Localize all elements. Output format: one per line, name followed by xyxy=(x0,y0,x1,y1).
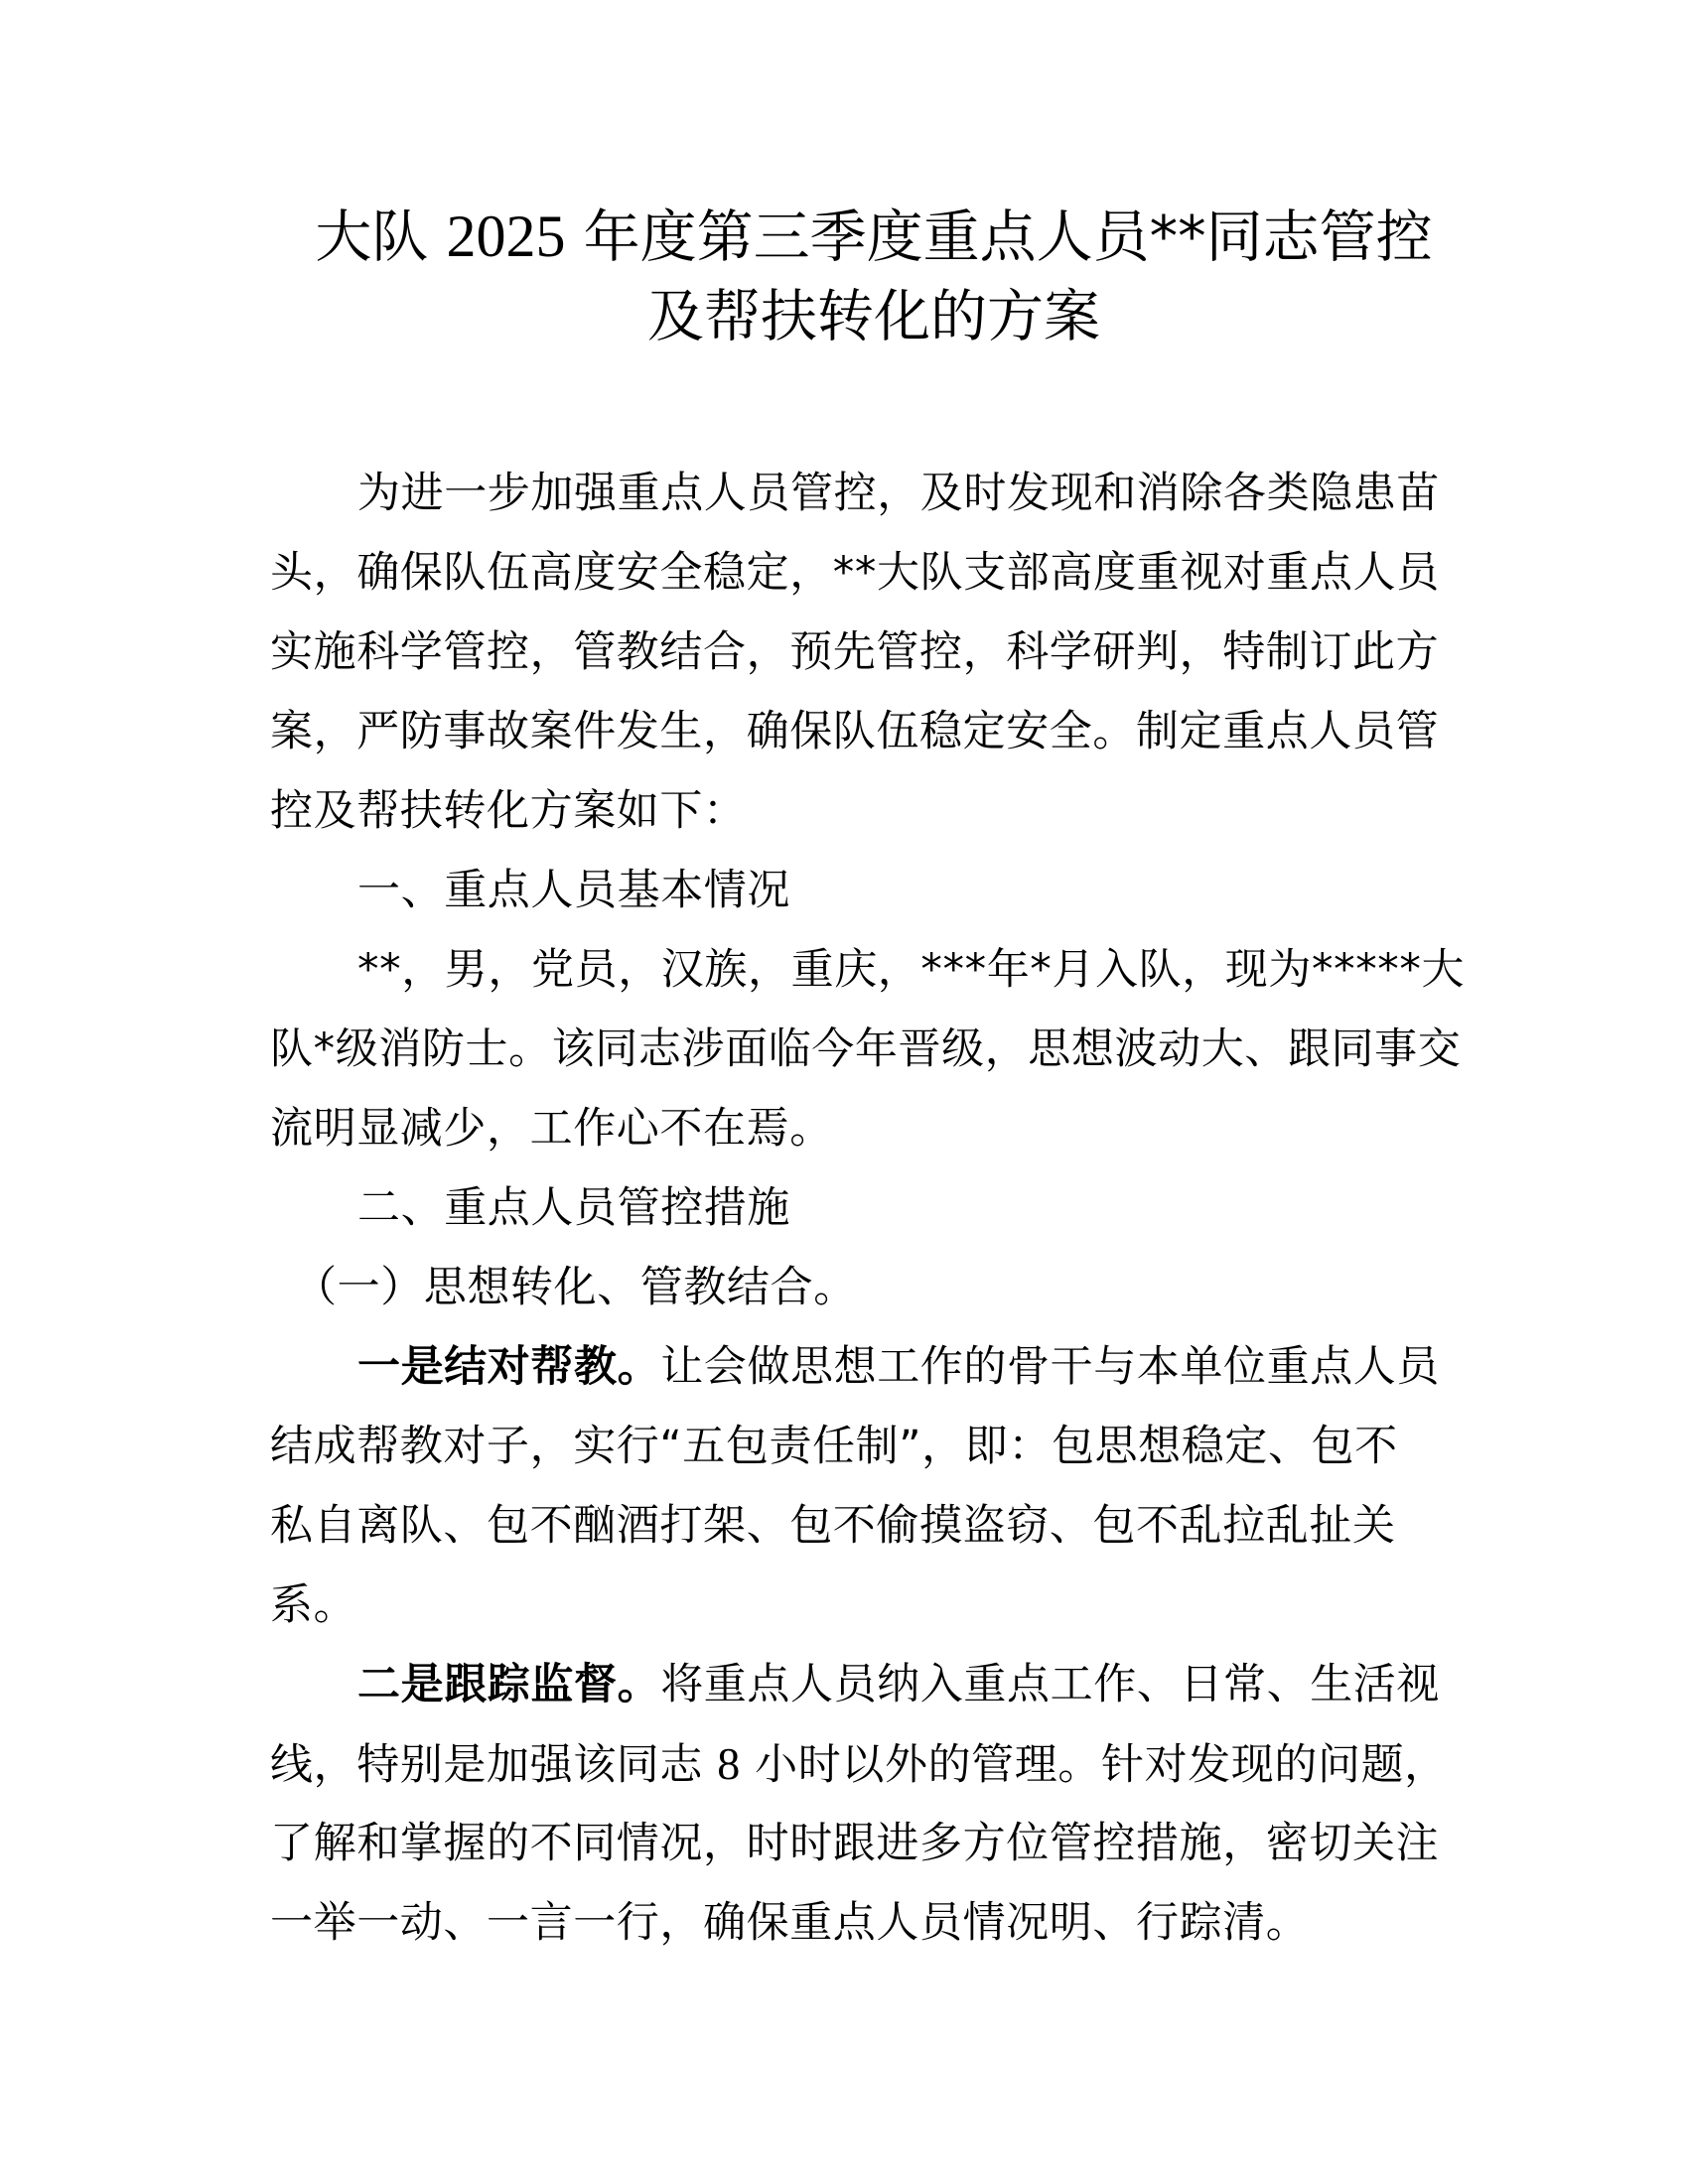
item-1-line: 结成帮教对子，实行“五包责任制”，即：包思想稳定、包不 xyxy=(270,1422,1398,1471)
section-1-heading: 一、重点人员基本情况 xyxy=(357,866,790,915)
item-2-line: 了解和掌握的不同情况，时时跟进多方位管控措施，密切关注 xyxy=(270,1819,1440,1868)
item-2-line xyxy=(270,1724,1462,1804)
intro-line: 头，确保队伍高度安全稳定，**大队支部高度重视对重点人员 xyxy=(270,548,1440,598)
document-body xyxy=(270,454,1466,1963)
intro-line: 控及帮扶转化方案如下： xyxy=(270,786,747,836)
intro-line: 为进一步加强重点人员管控，及时发现和消除各类隐患苗 xyxy=(357,469,1440,518)
item-2-text: 小时以外的管理。针对发现的问题， xyxy=(755,1740,1448,1790)
title-prefix: 大队 xyxy=(315,205,429,270)
item-2-first-line xyxy=(270,1645,1462,1724)
item-2-number: 8 xyxy=(717,1738,741,1789)
item-2-text: 线，特别是加强该同志 xyxy=(270,1740,703,1790)
title-year: 2025 xyxy=(446,204,566,269)
item-1-first-line xyxy=(270,1327,1462,1407)
item-1-text: 让会做思想工作的骨干与本单位重点人员 xyxy=(660,1342,1441,1392)
subsection-1-heading: （一）思想转化、管教结合。 xyxy=(294,1263,857,1312)
title-line-2: 及帮扶转化的方案 xyxy=(647,284,1100,349)
section-1-line: **，男，党员，汉族，重庆，***年*月入队，现为*****大 xyxy=(357,945,1466,995)
title-suffix: 年度第三季度重点人员**同志管控 xyxy=(583,205,1433,270)
section-1-line: 流明显减少，工作心不在焉。 xyxy=(270,1104,833,1154)
intro-line: 案，严防事故案件发生，确保队伍稳定安全。制定重点人员管 xyxy=(270,707,1440,756)
item-2-text: 将重点人员纳入重点工作、日常、生活视 xyxy=(660,1660,1441,1709)
title-line-1 xyxy=(238,197,1509,277)
item-2-lead: 二是跟踪监督。 xyxy=(357,1660,661,1709)
item-2-line: 一举一动、一言一行，确保重点人员情况明、行踪清。 xyxy=(270,1898,1310,1948)
item-1-line: 系。 xyxy=(270,1580,357,1630)
document-title xyxy=(238,197,1509,356)
intro-line: 实施科学管控，管教结合，预先管控，科学研判，特制订此方 xyxy=(270,627,1440,677)
item-1-lead: 一是结对帮教。 xyxy=(357,1342,661,1392)
section-1-line: 队*级消防士。该同志涉面临今年晋级，思想波动大、跟同事交 xyxy=(270,1024,1462,1074)
section-2-heading: 二、重点人员管控措施 xyxy=(357,1183,790,1233)
item-1-line: 私自离队、包不酗酒打架、包不偷摸盗窃、包不乱拉乱扯关 xyxy=(270,1501,1396,1551)
